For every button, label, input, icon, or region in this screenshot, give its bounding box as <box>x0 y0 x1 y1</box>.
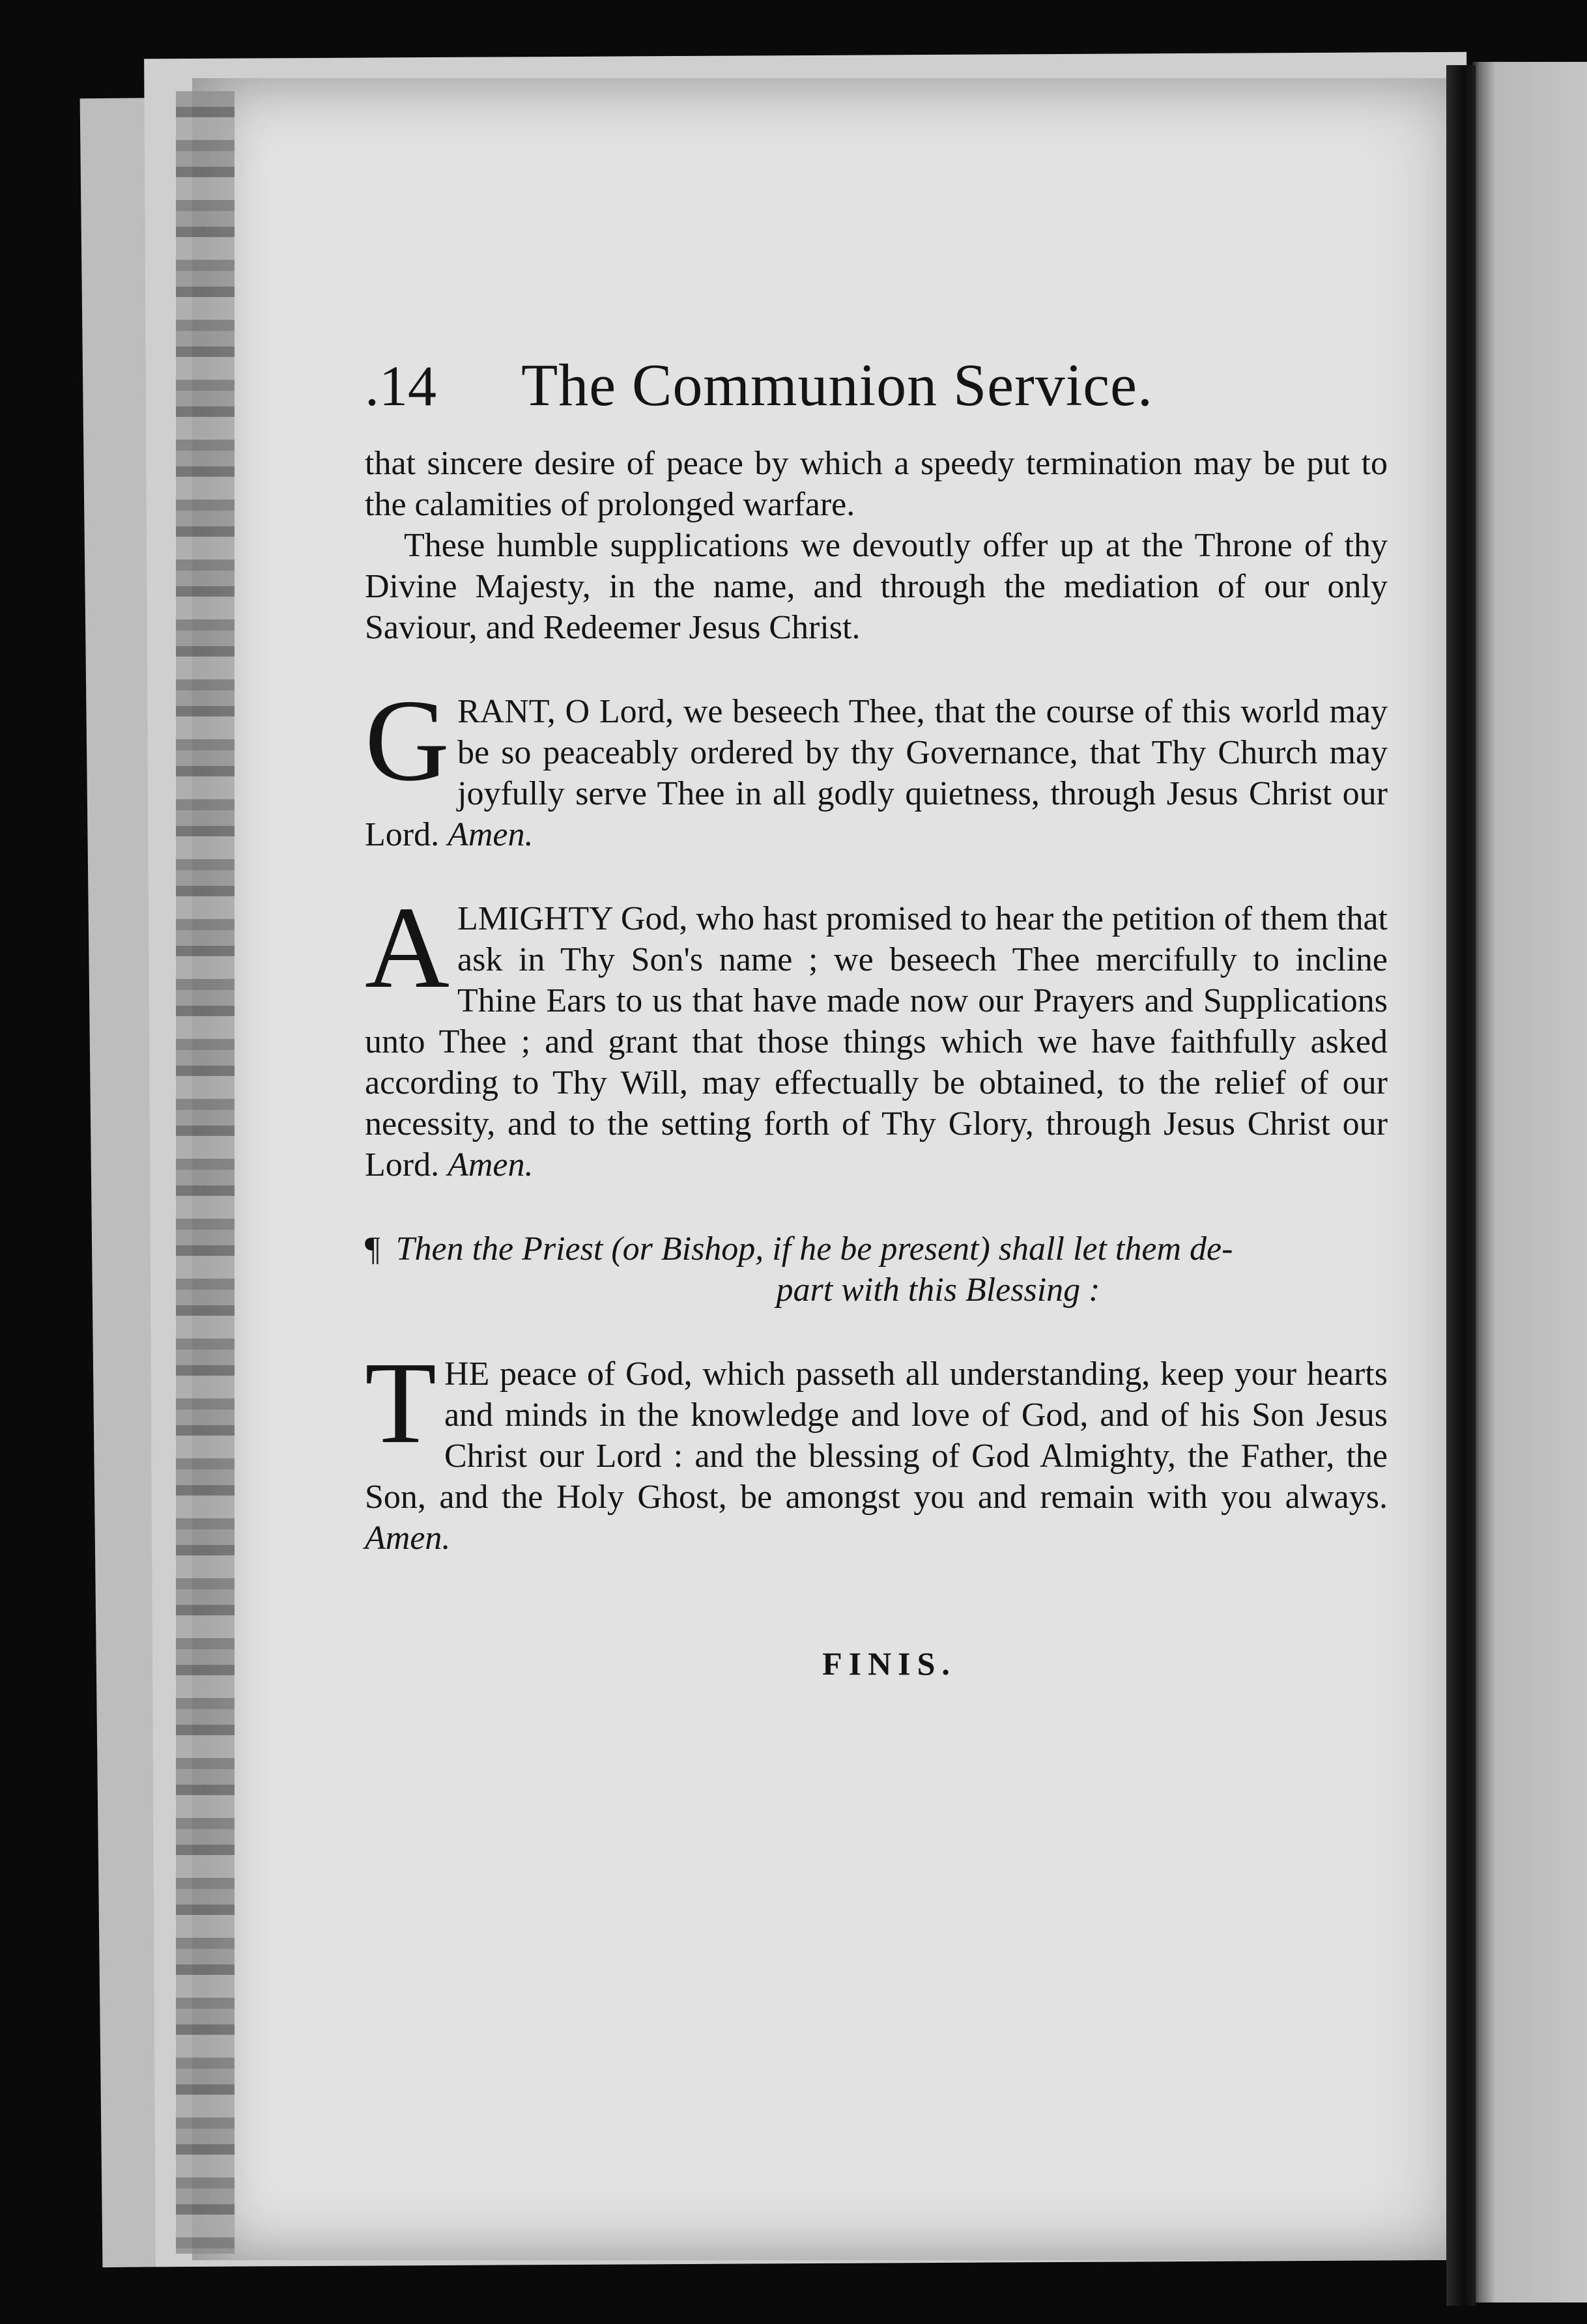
blessing-text: HE peace of God, which passeth all understanding, keep your hearts and minds in the knowledge and love of God, and of his Son Jesus Christ our Lord : and the blessing of God Almighty, the Father, the Son, and the Holy Ghost, be amongst you and remain with you always. <box>365 1355 1388 1516</box>
running-title: The Communion Service. <box>521 352 1153 418</box>
amen: Amen. <box>365 1520 451 1557</box>
amen: Amen. <box>448 816 534 853</box>
paragraph-supplications <box>365 525 1388 648</box>
collect-almighty <box>365 883 1388 1185</box>
rubric <box>365 1228 1388 1311</box>
text-line: These humble supplications we devoutly offer up at the <box>404 527 1184 564</box>
text-line: that sincere desire of peace by which a speedy termination <box>365 445 1182 482</box>
amen: Amen. <box>448 1146 534 1183</box>
drop-cap: T <box>365 1338 436 1467</box>
collect-text: LMIGHTY God, who hast promised to hear the petition of them that ask in Thy Son's name ; we beseech Thee mercifully to incline Thine Ears to us that have made now our Prayers and Supplications unto Thee ; and grant that those things which we have faithfully asked according to Thy Will, may effectually be obtained, to the relief of our necessity, and to the setting forth of Thy Glory, through Jesus Christ our Lord. <box>365 900 1388 1183</box>
text-line: Throne of thy Divine Majesty, in the name, and through <box>365 527 1388 605</box>
drop-cap: A <box>365 883 450 1012</box>
text-line: may be put to the calamities of prolonged warfare. <box>365 445 1388 523</box>
rubric-line-1: Then the Priest (or Bishop, if he be present) shall let them de- <box>395 1230 1233 1268</box>
drop-cap: G <box>365 675 450 805</box>
text-line: the mediation of our only Saviour, and Redeemer Jesus <box>365 568 1388 646</box>
worn-left-edge <box>176 91 235 2254</box>
collect-grant <box>365 675 1388 855</box>
blessing <box>365 1338 1388 1559</box>
pilcrow-icon: ¶ <box>365 1230 380 1268</box>
paragraph-peace <box>365 443 1388 525</box>
rubric-line-2: part with this Blessing : <box>776 1271 1100 1309</box>
page-number: .14 <box>365 355 436 418</box>
binding-gutter <box>1446 65 1476 2306</box>
running-head <box>365 352 1388 443</box>
facing-page-edge <box>1472 62 1587 2303</box>
text-line: Christ. <box>769 609 861 646</box>
finis: FINIS. <box>822 1645 956 1682</box>
page-content <box>365 352 1388 1684</box>
collect-text: RANT, O Lord, we beseech Thee, that the course of this world may be so peaceably ordered by thy Governance, that Thy Church may joyfully serve Thee in all godly quietness, through Jesus Christ our Lord. <box>365 693 1388 853</box>
